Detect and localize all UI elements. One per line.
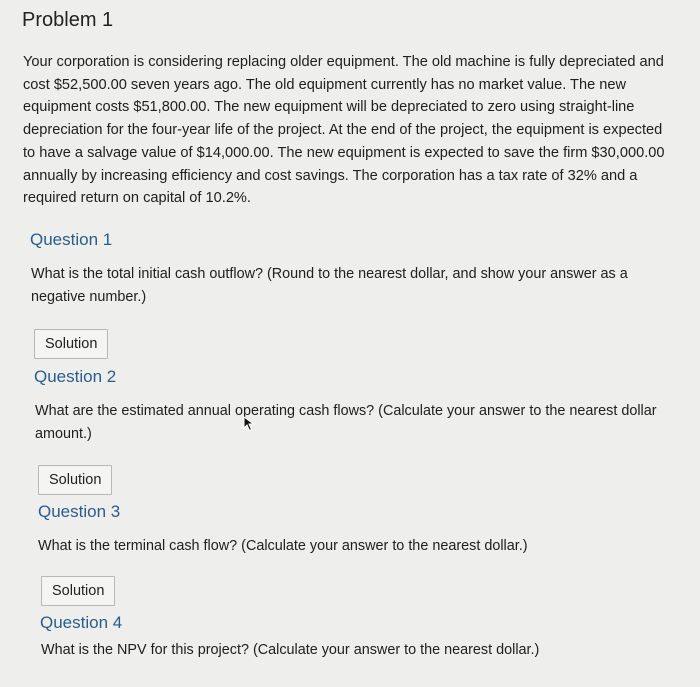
question-1-title: Question 1 [30, 230, 113, 249]
mouse-pointer-icon [243, 416, 255, 432]
question-1-text: What is the total initial cash outflow? (Round to the nearest dollar, and show your answer as a negative number.) [31, 266, 628, 305]
question-2-title: Question 2 [34, 367, 117, 386]
question-4-text: What is the NPV for this project? (Calculate your answer to the nearest dollar.) [41, 642, 540, 658]
problem-description: Your corporation is considering replacing older equipment. The old machine is fully depreciated and cost $52,500.00 seven years ago. The old equipment currently has no market value. The new equipment costs $51,800.00. The new equipment will be depreciated to zero using straight-line depreciation for the four-year life of the project. At the end of the project, the equipment is expected to have a salvage value of $14,000.00. The new equipment is expected to save the firm $30,000.00 annually by increasing efficiency and cost savings. The corporation has a tax rate of 32% and a required return on capital of 10.2%. [23, 54, 665, 207]
problem-title: Problem 1 [22, 9, 114, 31]
question-2-solution-button[interactable]: Solution [38, 465, 112, 495]
question-1-solution-button[interactable]: Solution [34, 329, 108, 359]
question-3-text: What is the terminal cash flow? (Calculate your answer to the nearest dollar.) [38, 538, 528, 554]
question-3-title: Question 3 [38, 502, 121, 521]
question-2-text: What are the estimated annual operating cash flows? (Calculate your answer to the nearest dollar amount.) [35, 403, 657, 442]
question-4-title: Question 4 [40, 613, 123, 632]
question-3-solution-button[interactable]: Solution [41, 576, 115, 606]
